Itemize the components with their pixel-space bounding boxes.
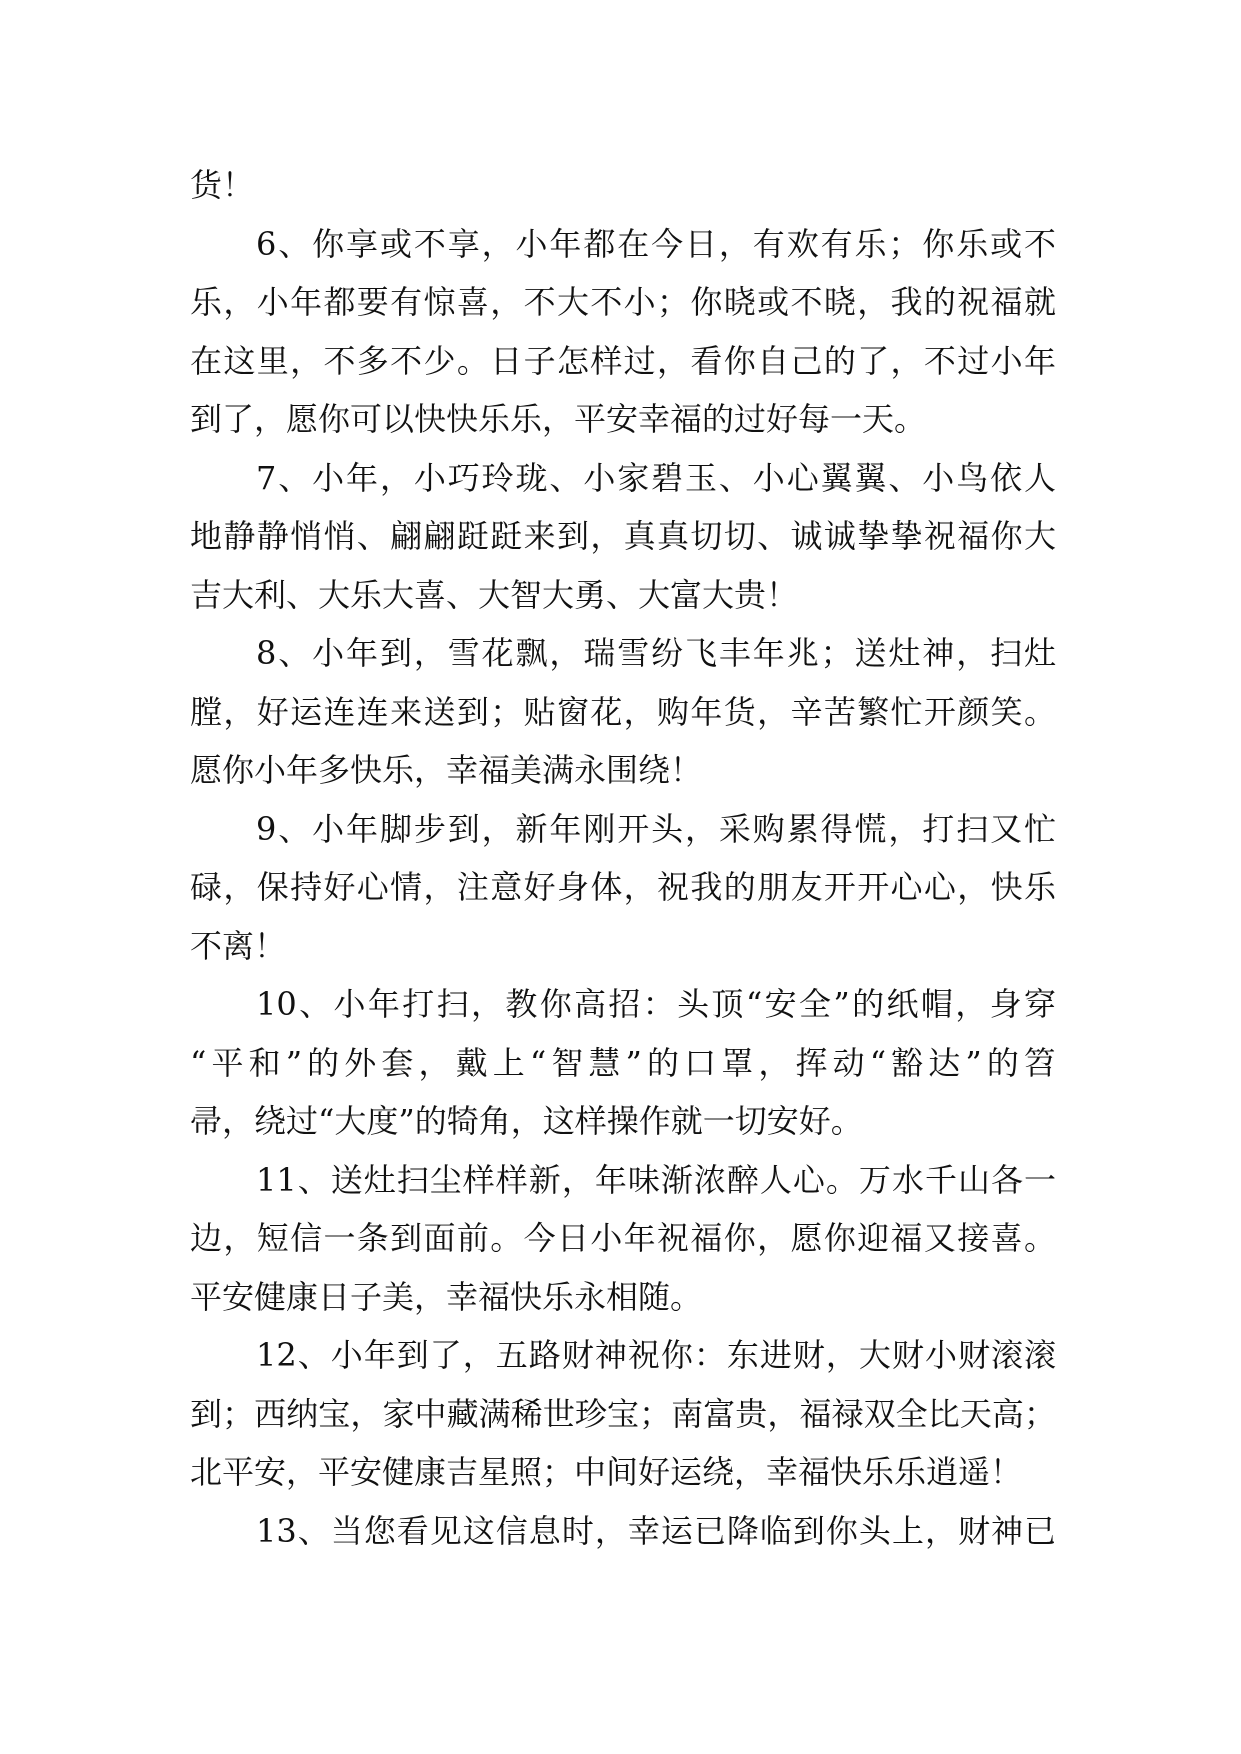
- paragraph-13: [190, 1502, 1056, 1561]
- text-line: 乐，小年都要有惊喜，不大不小；你晓或不晓，我的祝福就: [190, 283, 1056, 321]
- text-line: 13、当您看见这信息时，幸运已降临到你头上，财神已: [256, 1511, 1056, 1550]
- text-line: 6、你享或不享，小年都在今日，有欢有乐；你乐或不: [256, 224, 1056, 263]
- text-line: 愿你小年多快乐，幸福美满永围绕！: [190, 751, 703, 789]
- text-line: 11、送灶扫尘样样新，年味渐浓醉人心。万水千山各一: [256, 1160, 1056, 1199]
- text-line: 北平安，平安健康吉星照；中间好运绕，幸福快乐乐逍遥！: [190, 1453, 1023, 1491]
- text-line: 货！: [190, 166, 255, 204]
- text-line: 帚，绕过“大度”的犄角，这样操作就一切安好。: [190, 1102, 863, 1140]
- paragraph-12: [190, 1326, 1056, 1502]
- text-line: 吉大利、大乐大喜、大智大勇、大富大贵！: [190, 575, 799, 614]
- paragraph-6: [190, 215, 1056, 449]
- paragraph-11: [190, 1151, 1056, 1327]
- text-line: 9、小年脚步到，新年刚开头，采购累得慌，打扫又忙: [256, 809, 1056, 848]
- paragraph-continuation: [190, 156, 1056, 215]
- paragraph-10: [190, 975, 1056, 1151]
- text-line: “平和”的外套，戴上“智慧”的口罩，挥动“豁达”的笤: [190, 1043, 1056, 1082]
- text-line: 地静静悄悄、翩翩跹跹来到，真真切切、诚诚挚挚祝福你大: [190, 517, 1056, 555]
- text-line: 不离！: [190, 926, 287, 965]
- document-body: [190, 156, 1056, 1560]
- text-line: 膛，好运连连来送到；贴窗花，购年货，辛苦繁忙开颜笑。: [190, 692, 1056, 731]
- paragraph-8: [190, 624, 1056, 800]
- paragraph-7: [190, 449, 1056, 625]
- text-line: 7、小年，小巧玲珑、小家碧玉、小心翼翼、小鸟依人: [256, 458, 1056, 497]
- text-line: 12、小年到了，五路财神祝你：东进财，大财小财滚滚: [256, 1336, 1056, 1374]
- text-line: 在这里，不多不少。日子怎样过，看你自己的了，不过小年: [190, 341, 1056, 380]
- text-line: 到；西纳宝，家中藏满稀世珍宝；南富贵，福禄双全比天高；: [190, 1394, 1056, 1433]
- text-line: 到了，愿你可以快快乐乐，平安幸福的过好每一天。: [190, 400, 927, 438]
- text-line: 10、小年打扫，教你高招：头顶“安全”的纸帽，身穿: [256, 985, 1056, 1023]
- text-line: 边，短信一条到面前。今日小年祝福你，愿你迎福又接喜。: [190, 1219, 1056, 1257]
- paragraph-9: [190, 800, 1056, 976]
- text-line: 8、小年到，雪花飘，瑞雪纷飞丰年兆；送灶神，扫灶: [256, 634, 1056, 672]
- text-line: 碌，保持好心情，注意好身体，祝我的朋友开开心心，快乐: [190, 868, 1056, 906]
- text-line: 平安健康日子美，幸福快乐永相随。: [190, 1277, 703, 1316]
